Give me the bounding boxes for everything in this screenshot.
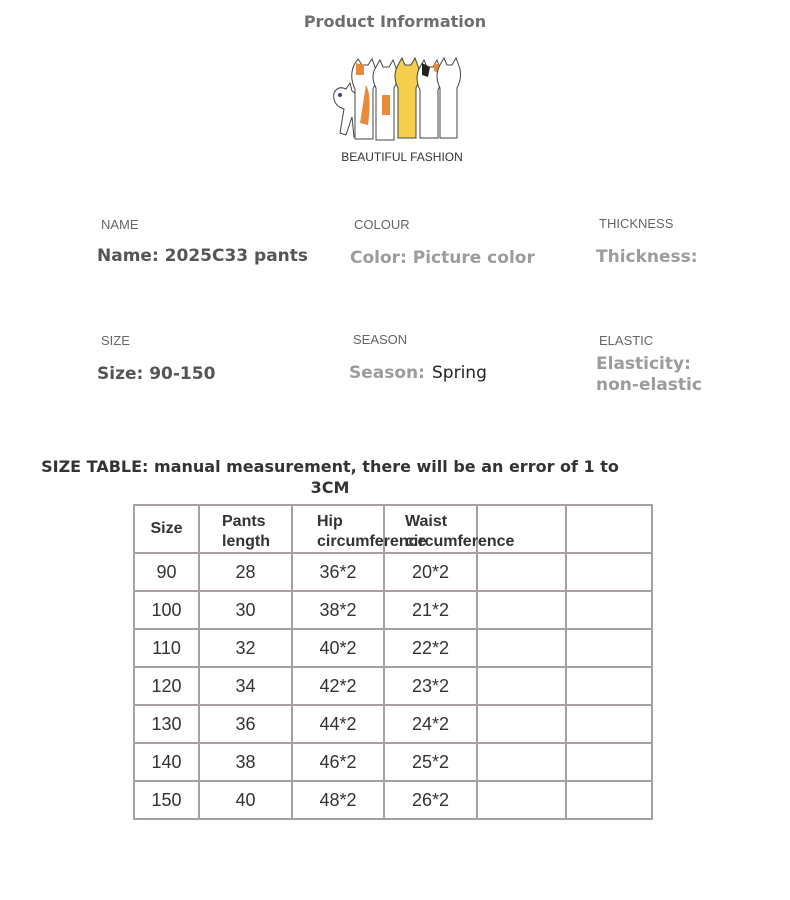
table-cell: 38 — [199, 743, 292, 781]
table-cell: 36 — [199, 705, 292, 743]
size-table-header-cell — [566, 505, 652, 553]
table-cell: 25*2 — [384, 743, 477, 781]
table-cell: 30 — [199, 591, 292, 629]
page-title: Product Information — [303, 12, 487, 31]
size-table-header-cell — [384, 505, 515, 553]
name-value: Name: 2025C33 pants — [97, 246, 309, 266]
table-cell: 150 — [134, 781, 199, 819]
table-cell: 36*2 — [292, 553, 384, 591]
table-cell: 46*2 — [292, 743, 384, 781]
size-table-header-wrap — [385, 506, 515, 552]
table-cell: 130 — [134, 705, 199, 743]
table-cell: 20*2 — [384, 553, 477, 591]
table-cell — [477, 781, 566, 819]
size-table-header-wrap — [478, 506, 565, 552]
table-cell: 21*2 — [384, 591, 477, 629]
season-label: SEASON — [353, 332, 408, 347]
table-cell — [566, 591, 652, 629]
thickness-value: Thickness: — [596, 247, 698, 267]
table-cell — [477, 629, 566, 667]
table-cell — [566, 553, 652, 591]
size-table-header-cell: Size — [134, 505, 199, 553]
name-label: NAME — [101, 217, 139, 232]
table-cell: 32 — [199, 629, 292, 667]
size-table-header-wrap — [200, 506, 291, 552]
season-value: Spring — [432, 363, 487, 383]
table-row — [134, 743, 652, 781]
table-cell: 23*2 — [384, 667, 477, 705]
table-cell — [477, 553, 566, 591]
brand-name: BEAUTIFUL FASHION — [341, 150, 463, 164]
size-label: SIZE — [101, 333, 130, 348]
table-cell — [477, 743, 566, 781]
size-value: Size: 90-150 — [97, 364, 216, 384]
table-row — [134, 781, 652, 819]
table-cell: 100 — [134, 591, 199, 629]
table-cell — [566, 743, 652, 781]
table-cell: 40*2 — [292, 629, 384, 667]
size-table-title-line2: 3CM — [310, 478, 350, 497]
table-cell — [566, 629, 652, 667]
size-table-header-wrap — [293, 506, 427, 552]
elastic-label: ELASTIC — [599, 333, 654, 348]
table-cell: 34 — [199, 667, 292, 705]
colour-label: COLOUR — [354, 217, 410, 232]
size-table-header-cell — [199, 505, 292, 553]
table-cell: 24*2 — [384, 705, 477, 743]
size-table-header-row — [134, 505, 652, 553]
size-table-header-cell — [477, 505, 566, 553]
table-cell: 38*2 — [292, 591, 384, 629]
table-cell — [477, 667, 566, 705]
table-cell — [477, 705, 566, 743]
thickness-label: THICKNESS — [599, 216, 674, 231]
table-cell: 140 — [134, 743, 199, 781]
table-row — [134, 629, 652, 667]
season-key: Season: — [349, 363, 425, 383]
table-row — [134, 705, 652, 743]
table-row — [134, 667, 652, 705]
size-table-header-wrap — [567, 506, 651, 552]
table-cell: 26*2 — [384, 781, 477, 819]
elasticity-line2: non-elastic — [596, 375, 702, 395]
table-cell: 44*2 — [292, 705, 384, 743]
table-row — [134, 591, 652, 629]
table-row — [134, 553, 652, 591]
table-cell — [566, 781, 652, 819]
size-table-title — [30, 456, 630, 498]
table-cell: 40 — [199, 781, 292, 819]
table-cell: 22*2 — [384, 629, 477, 667]
cats-illustration-icon — [322, 55, 462, 155]
table-cell — [566, 667, 652, 705]
size-table-header-text: Pants length — [222, 513, 270, 550]
table-cell — [477, 591, 566, 629]
table-cell: 28 — [199, 553, 292, 591]
table-cell: 42*2 — [292, 667, 384, 705]
table-cell: 110 — [134, 629, 199, 667]
size-table — [133, 504, 653, 820]
table-cell: 120 — [134, 667, 199, 705]
size-table-title-line1: SIZE TABLE: manual measurement, there will be an error of 1 to — [41, 457, 619, 476]
size-table-header-cell — [292, 505, 427, 553]
size-table-header-text: Hip circumference — [317, 513, 427, 550]
table-cell — [566, 705, 652, 743]
size-table-header-text: Waist circumference — [405, 513, 515, 550]
elasticity-line1: Elasticity: — [596, 354, 691, 374]
colour-value: Color: Picture color — [350, 248, 535, 268]
table-cell: 48*2 — [292, 781, 384, 819]
table-cell: 90 — [134, 553, 199, 591]
